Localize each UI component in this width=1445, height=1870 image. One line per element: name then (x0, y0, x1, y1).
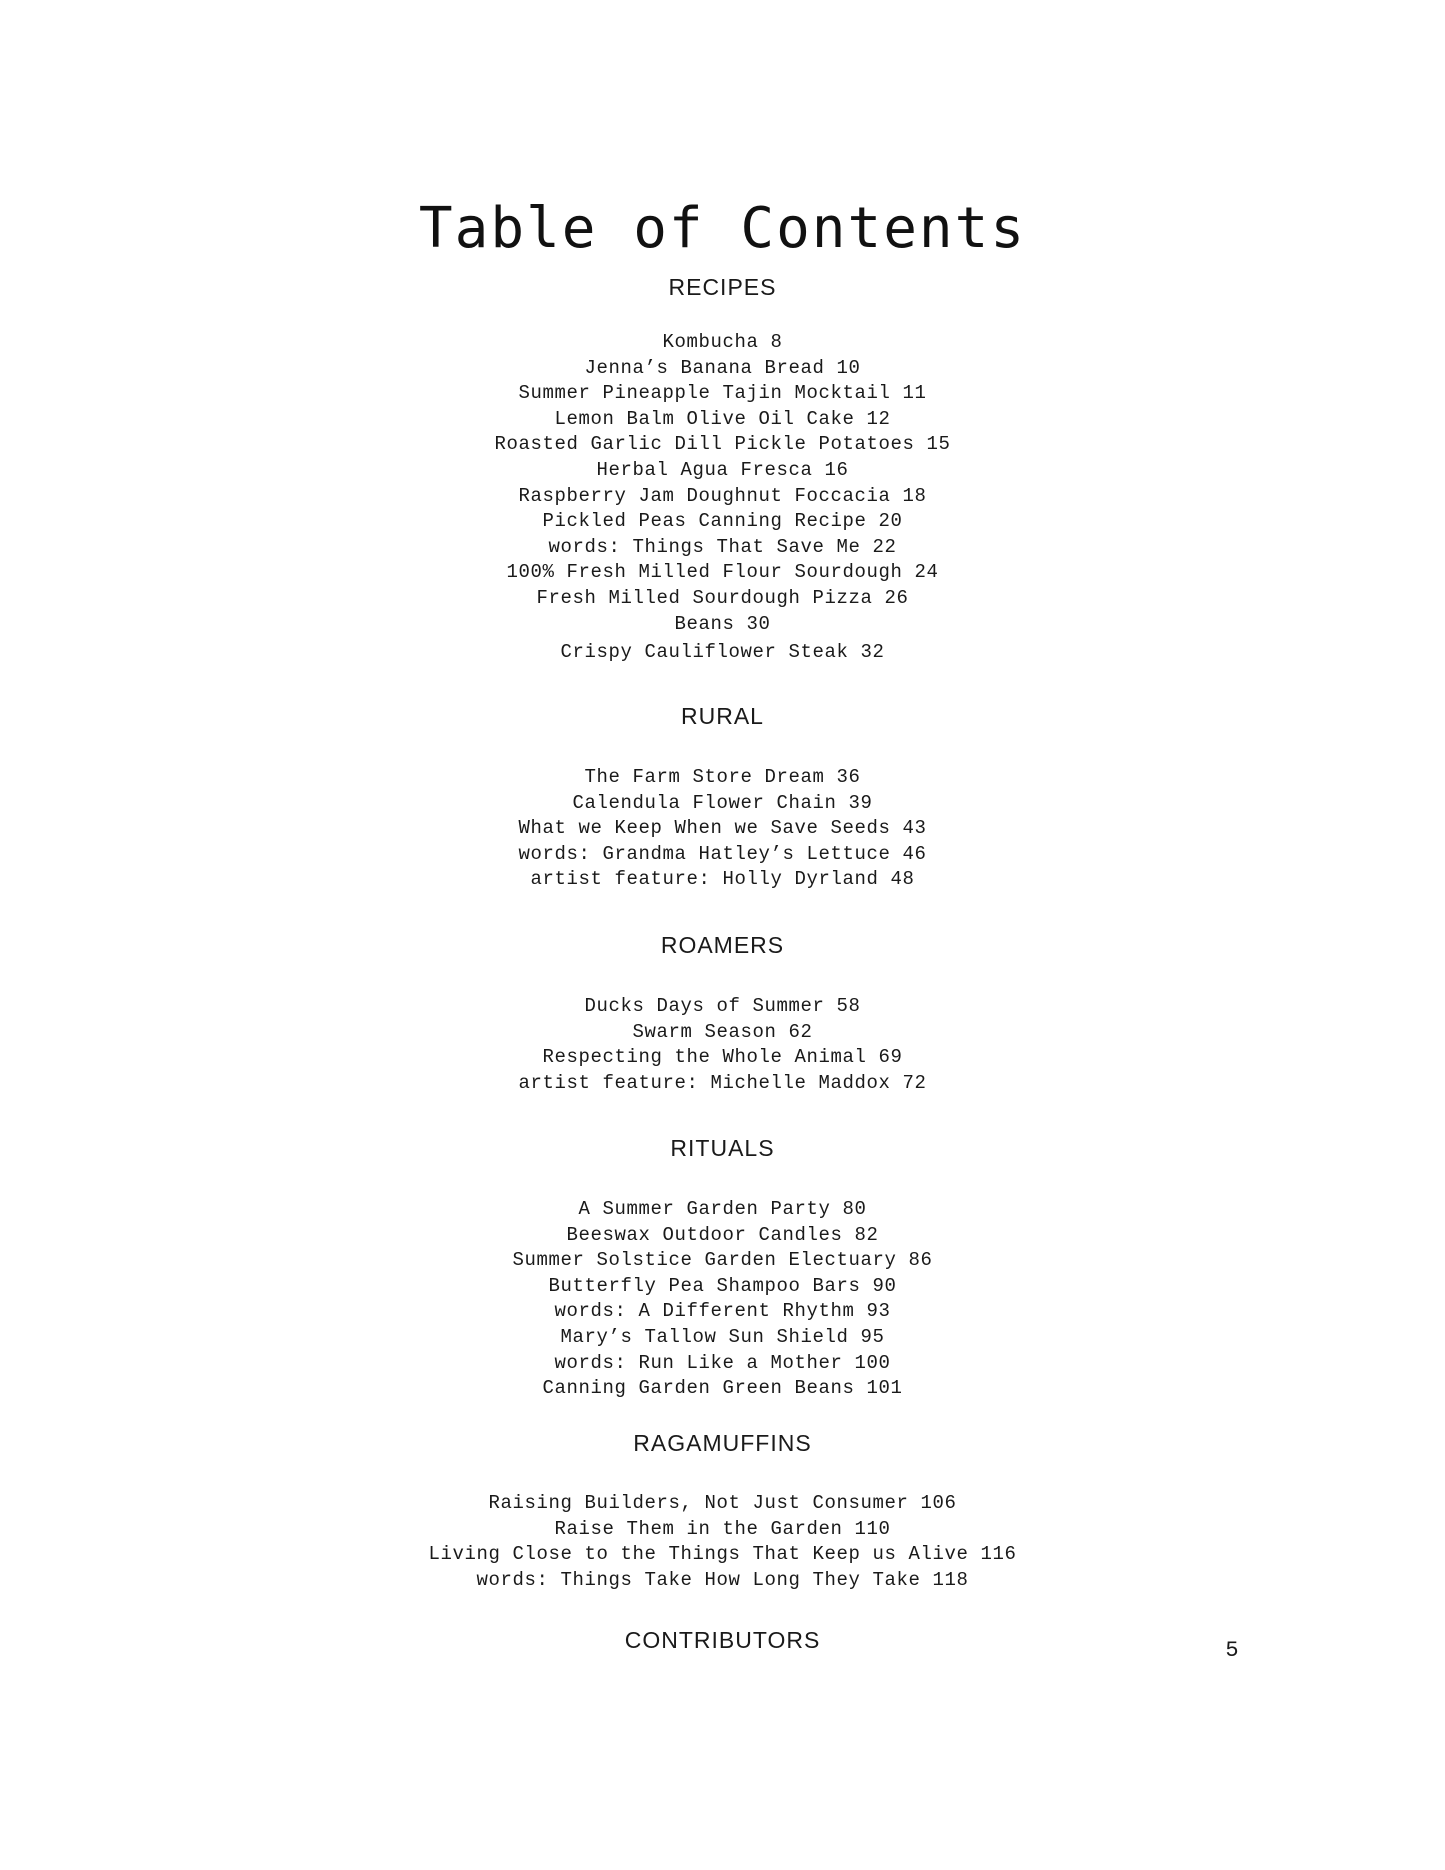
toc-entry[interactable]: Summer Solstice Garden Electuary 86 (512, 1249, 933, 1272)
toc-entry[interactable]: Beans 30 (674, 612, 771, 635)
section-heading-roamers: ROAMERS (660, 932, 785, 958)
toc-entry[interactable]: words: Things Take How Long They Take 118 (476, 1568, 969, 1591)
toc-entry[interactable]: What we Keep When we Save Seeds 43 (518, 817, 927, 840)
section-heading-recipes: RECIPES (668, 274, 777, 300)
toc-entry[interactable]: Raise Them in the Garden 110 (554, 1517, 891, 1540)
page-number: 5 (1225, 1638, 1239, 1663)
section-list-rituals (0, 1197, 1445, 1402)
toc-entry[interactable]: words: A Different Rhythm 93 (554, 1300, 891, 1323)
toc-entry[interactable]: artist feature: Michelle Maddox 72 (518, 1071, 927, 1094)
toc-entry[interactable]: Summer Pineapple Tajin Mocktail 11 (518, 382, 927, 405)
toc-entry[interactable]: Ducks Days of Summer 58 (584, 995, 861, 1017)
section-heading-ragamuffins: RAGAMUFFINS (633, 1430, 812, 1456)
page-title: Table of Contents (418, 196, 1027, 261)
toc-entry[interactable]: Pickled Peas Canning Recipe 20 (542, 510, 903, 533)
toc-entry[interactable]: A Summer Garden Party 80 (578, 1198, 867, 1220)
toc-entry[interactable]: Mary’s Tallow Sun Shield 95 (560, 1325, 885, 1348)
toc-entry[interactable]: Herbal Agua Fresca 16 (596, 458, 849, 481)
toc-entry[interactable]: The Farm Store Dream 36 (584, 766, 861, 788)
section-list-rural (0, 765, 1445, 893)
toc-entry[interactable]: words: Run Like a Mother 100 (554, 1351, 891, 1374)
section-list-roamers (0, 994, 1445, 1096)
toc-entry[interactable]: Roasted Garlic Dill Pickle Potatoes 15 (494, 433, 951, 456)
section-heading-rural: RURAL (681, 703, 764, 729)
toc-entry[interactable]: 100% Fresh Milled Flour Sourdough 24 (506, 561, 939, 584)
toc-entry[interactable]: Jenna’s Banana Bread 10 (584, 356, 861, 379)
toc-entry[interactable]: Fresh Milled Sourdough Pizza 26 (536, 586, 909, 609)
section-list-ragamuffins (0, 1491, 1445, 1593)
toc-entry[interactable]: Kombucha 8 (662, 331, 783, 353)
toc-entry[interactable]: Beeswax Outdoor Candles 82 (566, 1223, 879, 1246)
toc-entry[interactable]: Butterfly Pea Shampoo Bars 90 (548, 1274, 897, 1297)
toc-entry[interactable]: words: Things That Save Me 22 (548, 535, 897, 558)
section-list-recipes (0, 330, 1445, 666)
toc-entry[interactable]: Respecting the Whole Animal 69 (542, 1046, 903, 1069)
toc-entry[interactable]: Living Close to the Things That Keep us Alive 116 (428, 1543, 1017, 1566)
toc-entry[interactable]: Canning Garden Green Beans 101 (542, 1377, 903, 1400)
toc-entry[interactable]: Raspberry Jam Doughnut Foccacia 18 (518, 484, 927, 507)
toc-entry[interactable]: words: Grandma Hatley’s Lettuce 46 (518, 842, 927, 865)
toc-entry[interactable]: Lemon Balm Olive Oil Cake 12 (554, 407, 891, 430)
section-heading-contributors[interactable]: CONTRIBUTORS (624, 1627, 821, 1653)
toc-entry[interactable]: Swarm Season 62 (632, 1020, 813, 1043)
toc-entry[interactable]: Crispy Cauliflower Steak 32 (560, 641, 885, 664)
toc-entry[interactable]: Raising Builders, Not Just Consumer 106 (488, 1492, 957, 1514)
toc-entry[interactable]: Calendula Flower Chain 39 (572, 791, 873, 814)
toc-entry[interactable]: artist feature: Holly Dyrland 48 (530, 868, 915, 891)
section-heading-rituals: RITUALS (670, 1135, 775, 1161)
